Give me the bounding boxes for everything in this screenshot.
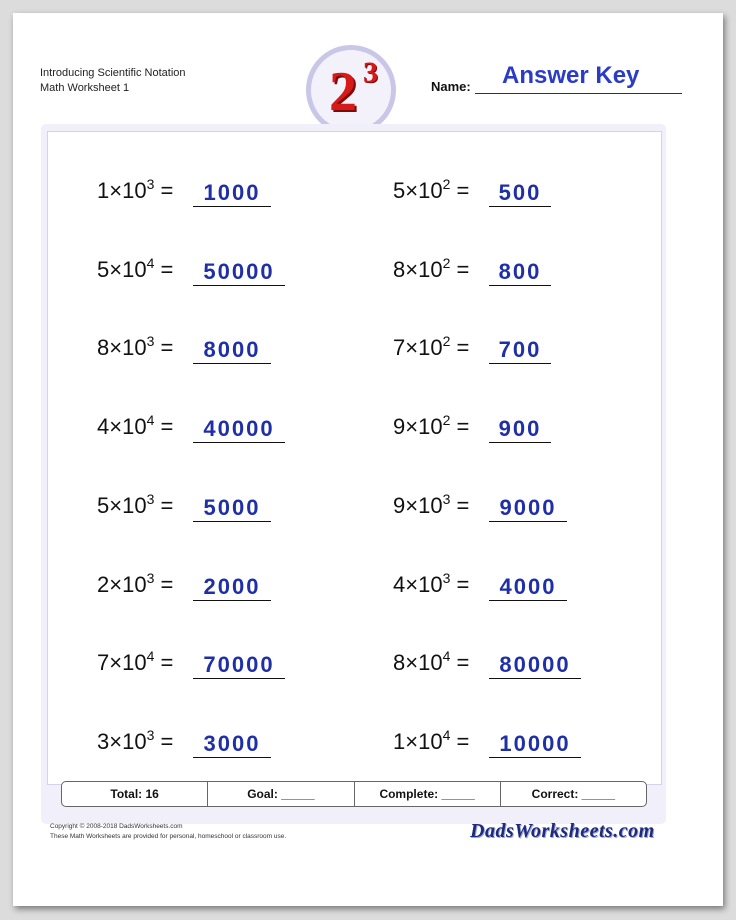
equals-sign: = <box>154 414 174 439</box>
problem-expression <box>393 650 469 676</box>
answer-value: 700 <box>498 337 542 362</box>
logo-exponent: 3 <box>363 56 378 89</box>
answer-value: 9000 <box>499 495 557 520</box>
complete-cell: Complete: _____ <box>355 782 501 806</box>
name-label: Name: <box>431 79 471 94</box>
answer-line <box>489 206 551 207</box>
equals-sign: = <box>450 572 470 597</box>
equals-sign: = <box>450 729 470 754</box>
goal-cell: Goal: _____ <box>208 782 354 806</box>
expression-exponent: 3 <box>146 333 155 349</box>
logo-base: 2 <box>329 61 357 123</box>
expression-base: 5×10 <box>97 257 147 282</box>
expression-base: 4×10 <box>97 414 147 439</box>
footer-copyright <box>50 822 286 842</box>
equals-sign: = <box>154 572 174 597</box>
answer-value: 2000 <box>203 574 261 599</box>
answer-value: 3000 <box>203 731 261 756</box>
equals-sign: = <box>154 493 174 518</box>
answer-line <box>489 363 551 364</box>
problem-expression <box>97 257 173 283</box>
expression-exponent: 3 <box>442 570 451 586</box>
equals-sign: = <box>154 729 174 754</box>
expression-base: 1×10 <box>97 178 147 203</box>
expression-base: 9×10 <box>393 414 443 439</box>
answer-line <box>489 442 551 443</box>
answer-value: 500 <box>498 180 542 205</box>
problem-expression <box>393 493 469 519</box>
problem-area <box>47 131 662 785</box>
answer-key-title: Answer Key <box>502 62 640 89</box>
title-line-2: Math Worksheet 1 <box>40 82 130 94</box>
answer-line <box>489 757 581 758</box>
expression-exponent: 2 <box>442 333 451 349</box>
expression-exponent: 4 <box>146 648 155 664</box>
expression-exponent: 2 <box>442 255 451 271</box>
total-cell: Total: 16 <box>62 782 208 806</box>
copyright-line: Copyright © 2008-2018 DadsWorksheets.com <box>50 823 183 830</box>
answer-value: 4000 <box>499 574 557 599</box>
problem-expression <box>97 650 173 676</box>
problem-expression <box>393 729 469 755</box>
answer-line <box>193 757 271 758</box>
expression-exponent: 4 <box>146 412 155 428</box>
answer-line <box>193 678 285 679</box>
expression-base: 1×10 <box>393 729 443 754</box>
answer-value: 10000 <box>499 731 571 756</box>
expression-exponent: 3 <box>146 727 155 743</box>
expression-base: 5×10 <box>97 493 147 518</box>
equals-sign: = <box>154 178 174 203</box>
problem-expression <box>97 729 173 755</box>
problem-expression <box>97 572 173 598</box>
expression-exponent: 4 <box>146 255 155 271</box>
expression-exponent: 2 <box>442 176 451 192</box>
expression-base: 8×10 <box>393 257 443 282</box>
answer-line <box>193 363 271 364</box>
equals-sign: = <box>450 178 470 203</box>
score-summary <box>61 781 647 807</box>
answer-line <box>193 206 271 207</box>
problem-expression <box>393 572 469 598</box>
brand-logo: DadsWorksheets.com <box>470 820 655 842</box>
expression-base: 2×10 <box>97 572 147 597</box>
answer-value: 40000 <box>203 416 275 441</box>
problem-expression <box>393 414 469 440</box>
equals-sign: = <box>450 650 470 675</box>
correct-cell: Correct: _____ <box>531 787 616 801</box>
answer-line <box>193 442 285 443</box>
answer-line <box>193 285 285 286</box>
answer-value: 50000 <box>203 259 275 284</box>
equals-sign: = <box>450 335 470 360</box>
expression-base: 7×10 <box>97 650 147 675</box>
expression-exponent: 4 <box>442 648 451 664</box>
answer-line <box>489 600 567 601</box>
usage-notice: These Math Worksheets are provided for personal, homeschool or classroom use. <box>50 833 287 840</box>
answer-value: 1000 <box>203 180 261 205</box>
problem-expression <box>393 257 469 283</box>
equals-sign: = <box>450 493 470 518</box>
expression-base: 4×10 <box>393 572 443 597</box>
answer-value: 70000 <box>203 652 275 677</box>
answer-line <box>193 521 271 522</box>
expression-exponent: 2 <box>442 412 451 428</box>
problem-expression <box>393 335 469 361</box>
equals-sign: = <box>154 257 174 282</box>
answer-value: 80000 <box>499 652 571 677</box>
expression-base: 9×10 <box>393 493 443 518</box>
answer-value: 900 <box>498 416 542 441</box>
answer-line <box>489 521 567 522</box>
expression-base: 8×10 <box>393 650 443 675</box>
expression-exponent: 3 <box>146 570 155 586</box>
worksheet-title <box>40 66 186 96</box>
expression-exponent: 3 <box>146 491 155 507</box>
problem-expression <box>393 178 469 204</box>
equals-sign: = <box>450 414 470 439</box>
answer-value: 800 <box>498 259 542 284</box>
problem-expression <box>97 335 173 361</box>
title-line-1: Introducing Scientific Notation <box>40 67 186 79</box>
problem-expression <box>97 414 173 440</box>
answer-value: 8000 <box>203 337 261 362</box>
expression-exponent: 4 <box>442 727 451 743</box>
answer-line <box>489 285 551 286</box>
exponent-logo <box>306 45 396 135</box>
name-line <box>475 93 682 94</box>
equals-sign: = <box>450 257 470 282</box>
equals-sign: = <box>154 335 174 360</box>
expression-base: 5×10 <box>393 178 443 203</box>
problem-expression <box>97 493 173 519</box>
expression-base: 7×10 <box>393 335 443 360</box>
answer-line <box>193 600 271 601</box>
expression-base: 3×10 <box>97 729 147 754</box>
expression-exponent: 3 <box>442 491 451 507</box>
answer-line <box>489 678 581 679</box>
equals-sign: = <box>154 650 174 675</box>
problem-expression <box>97 178 173 204</box>
expression-exponent: 3 <box>146 176 155 192</box>
answer-value: 5000 <box>203 495 261 520</box>
expression-base: 8×10 <box>97 335 147 360</box>
